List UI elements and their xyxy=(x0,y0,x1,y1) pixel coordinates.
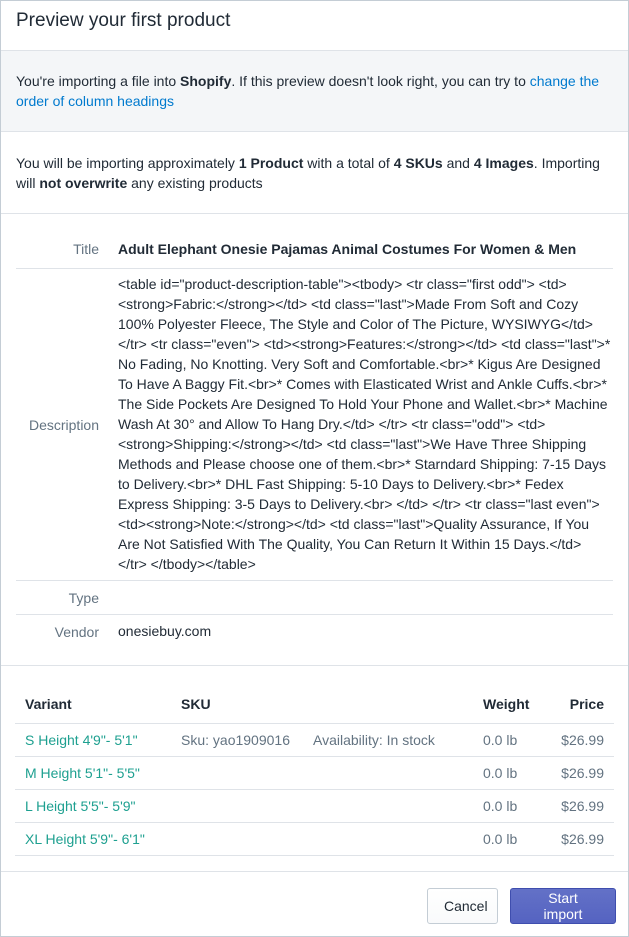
variant-link[interactable]: L Height 5'5"- 5'9" xyxy=(15,790,171,823)
summary-sku-count: 4 SKUs xyxy=(393,155,443,171)
price-column-header: Price xyxy=(545,685,614,724)
type-row xyxy=(16,581,613,615)
variant-price: $26.99 xyxy=(545,790,614,823)
description-label: Description xyxy=(28,416,99,433)
summary-text-1: You will be importing approximately xyxy=(16,155,239,171)
variant-availability xyxy=(303,823,473,856)
table-row xyxy=(15,724,614,757)
dialog-header xyxy=(1,1,628,51)
variant-availability xyxy=(303,757,473,790)
title-label: Title xyxy=(73,241,99,257)
variant-column-header: Variant xyxy=(15,685,171,724)
sku-column-header: SKU xyxy=(171,685,303,724)
summary-text-4: . Importing will xyxy=(16,155,600,191)
banner-text-before: You're importing a file into xyxy=(16,73,181,89)
vendor-row xyxy=(16,615,613,648)
title-row xyxy=(16,234,613,269)
variant-weight: 0.0 lb xyxy=(473,790,545,823)
variants-table xyxy=(15,685,614,856)
title-value: Adult Elephant Onesie Pajamas Animal Costumes For Women & Men xyxy=(118,241,577,257)
variant-price: $26.99 xyxy=(545,823,614,856)
dialog-title: Preview your first product xyxy=(16,10,231,31)
import-summary xyxy=(1,132,628,214)
variant-link[interactable]: XL Height 5'9"- 6'1" xyxy=(15,823,171,856)
summary-text-2: with a total of xyxy=(303,155,394,171)
description-row xyxy=(16,269,613,581)
import-info-banner xyxy=(1,51,628,132)
vendor-label: Vendor xyxy=(54,623,99,640)
summary-image-count: 4 Images xyxy=(473,155,534,171)
weight-column-header: Weight xyxy=(473,685,545,724)
variant-link[interactable]: S Height 4'9"- 5'1" xyxy=(15,724,171,757)
variant-price: $26.99 xyxy=(545,724,614,757)
dialog-footer xyxy=(1,872,628,936)
variant-availability: Availability: In stock xyxy=(303,724,473,757)
extra-column-header xyxy=(303,685,473,724)
variant-availability xyxy=(303,790,473,823)
variant-link[interactable]: M Height 5'1"- 5'5" xyxy=(15,757,171,790)
banner-text-after: . If this preview doesn't look right, you can try to xyxy=(231,73,530,89)
variants-header-row xyxy=(15,685,614,724)
variant-sku xyxy=(171,790,303,823)
type-label: Type xyxy=(68,589,99,606)
variant-price: $26.99 xyxy=(545,757,614,790)
table-row xyxy=(15,790,614,823)
banner-platform: Shopify xyxy=(180,73,232,89)
variant-sku xyxy=(171,823,303,856)
variant-weight: 0.0 lb xyxy=(473,757,545,790)
variant-weight: 0.0 lb xyxy=(473,823,545,856)
product-details xyxy=(1,214,628,666)
start-import-button[interactable]: Start import xyxy=(510,888,616,924)
summary-text-5: any existing products xyxy=(127,175,263,191)
description-value: <table id="product-description-table"><tbody> <tr class="first odd"> <td><strong>Fabric:</strong></td> <td class="last">Made From Soft and Cozy 100% Polyester Fleece, The Style and Color of The Picture, WYSIWYG</td> </tr> <tr class="even"> <td><strong>Features:</strong></td> <td class="last">* No Fading, No Knotting. Very Soft and Comfortable.<br>* Kigus Are Designed To Have A Baggy Fit.<br>* Comes with Elasticated Wrist and Ankle Cuffs.<br>* The Side Pockets Are Designed To Hold Your Phone and Wallet.<br>* Machine Wash At 30° and Allow To Hang Dry.</td> </tr> <tr class="odd"> <td><strong>Shipping:</strong></td> <td class="last">We Have Three Shipping Methods and Please choose one of them.<br>* Starndard Shipping: 7-15 Days to Delivery.<br>* DHL Fast Shipping: 5-10 Days to Delivery.<br>* Fedex Express Shipping: 3-5 Days to Delivery.<br> </td> </tr> <tr class="last even"> <td><strong>Note:</strong></td> <td class="last">Quality Assurance, If You Are Not Satisfied With The Quality, You Can Return It Within 15 Days.</td> </tr> </tbody></table> xyxy=(118,276,611,572)
summary-text-3: and xyxy=(442,155,474,171)
variants-section xyxy=(1,666,628,872)
cancel-button[interactable]: Cancel xyxy=(427,888,498,924)
vendor-value: onesiebuy.com xyxy=(118,623,212,639)
summary-product-count: 1 Product xyxy=(238,155,304,171)
table-row xyxy=(15,757,614,790)
summary-overwrite: not overwrite xyxy=(39,175,128,191)
variant-sku xyxy=(171,757,303,790)
table-row xyxy=(15,823,614,856)
variant-weight: 0.0 lb xyxy=(473,724,545,757)
change-column-order-link[interactable]: change the order of column headings xyxy=(16,73,600,109)
type-value xyxy=(118,581,613,614)
variant-sku: Sku: yao1909016 xyxy=(171,724,303,757)
